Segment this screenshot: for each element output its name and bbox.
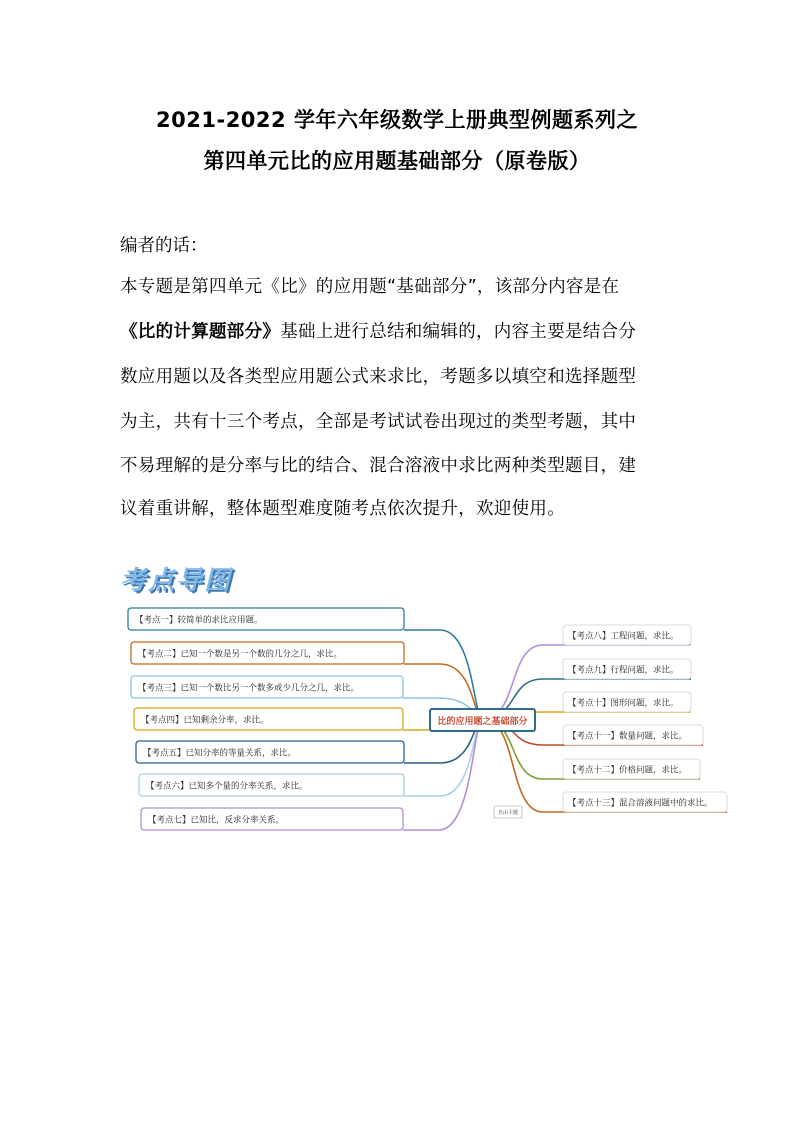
free-topic-label: 自由主题 bbox=[497, 810, 519, 816]
topic-node-label: 【考点十二】价格问题，求比。 bbox=[568, 765, 688, 776]
left-connector bbox=[404, 630, 483, 719]
right-topic-node bbox=[563, 725, 703, 745]
intro-text: 议着重讲解，整体题型难度随考点依次提升，欢迎使用。 bbox=[120, 499, 565, 519]
topic-node-label: 【考点七】已知比，反求分率关系。 bbox=[148, 815, 285, 826]
right-topic-node bbox=[563, 792, 727, 812]
right-topic-node bbox=[563, 692, 691, 712]
topic-node-label: 【考点八】工程问题，求比。 bbox=[568, 631, 679, 642]
topic-node-label: 【考点一】较简单的求比应用题。 bbox=[135, 615, 263, 626]
intro-text: 本专题是第四单元《比》的应用题“基础部分”，该部分内容是在 bbox=[120, 277, 620, 297]
topic-node-label: 【考点十三】混合溶液问题中的求比。 bbox=[568, 798, 713, 809]
left-topic-node bbox=[131, 676, 403, 698]
document-title-line-2: 第四单元比的应用题基础部分（原卷版） bbox=[203, 149, 591, 173]
topic-node-label: 【考点四】已知剩余分率，求比。 bbox=[141, 715, 269, 726]
mindmap-heading: 考点导图 bbox=[120, 566, 233, 596]
central-topic-label: 比的应用题之基础部分 bbox=[437, 717, 528, 727]
topic-node-label: 【考点十一】数量问题，求比。 bbox=[568, 731, 688, 742]
left-topic-node bbox=[134, 708, 403, 730]
topic-node-label: 【考点九】行程问题，求比。 bbox=[568, 665, 679, 676]
intro-heading: 编者的话： bbox=[120, 236, 208, 256]
left-topic-node bbox=[141, 808, 403, 830]
topic-node-label: 【考点十】图形问题，求比。 bbox=[568, 698, 679, 709]
topic-node-label: 【考点三】已知一个数比另一个数多或少几分之几，求比。 bbox=[138, 683, 360, 694]
right-topic-node bbox=[563, 659, 691, 679]
topic-node-label: 【考点五】已知分率的等量关系，求比。 bbox=[143, 748, 297, 759]
intro-text: 基础上进行总结和编辑的，内容主要是结合分 bbox=[280, 322, 637, 342]
central-topic bbox=[430, 709, 535, 731]
free-topic bbox=[494, 806, 522, 818]
topic-node-label: 【考点二】已知一个数是另一个数的几分之几，求比。 bbox=[138, 649, 343, 660]
intro-text: 不易理解的是分率与比的结合、混合溶液中求比两种类型题目，建 bbox=[120, 456, 637, 476]
topic-node-label: 【考点六】已知多个量的分率关系，求比。 bbox=[146, 781, 308, 792]
left-topic-node bbox=[139, 774, 404, 796]
intro-text: 数应用题以及各类型应用题公式来求比，考题多以填空和选择题型 bbox=[120, 367, 637, 387]
left-topic-node bbox=[128, 608, 404, 630]
left-connector bbox=[403, 719, 483, 830]
document-title-line-1: 2021-2022 学年六年级数学上册典型例题系列之 bbox=[156, 108, 638, 132]
intro-bold-text: 《比的计算题部分》 bbox=[120, 322, 281, 342]
left-topic-node bbox=[131, 642, 404, 664]
right-topic-node bbox=[563, 625, 691, 645]
right-topic-node bbox=[563, 759, 700, 779]
left-topic-node bbox=[136, 741, 404, 763]
intro-text: 为主，共有十三个考点，全部是考试试卷出现过的类型考题，其中 bbox=[120, 412, 637, 432]
